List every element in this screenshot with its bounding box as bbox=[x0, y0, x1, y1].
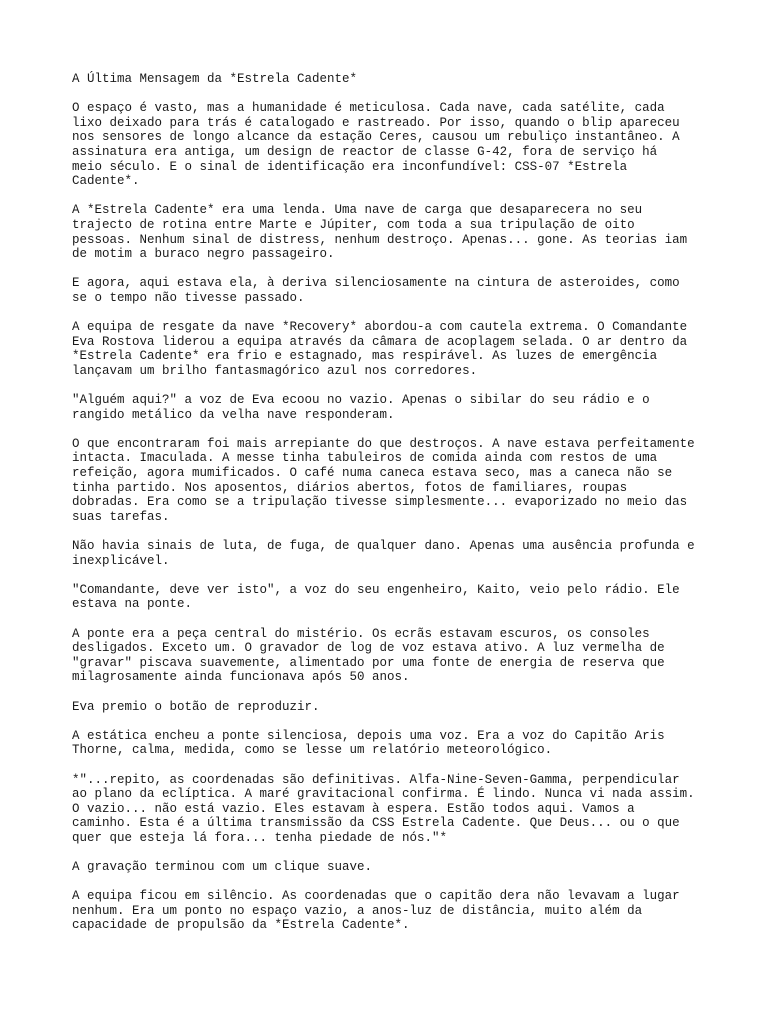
paragraph: A *Estrela Cadente* era uma lenda. Uma nave de carga que desaparecera no seu trajecto de rotina entre Marte e Júpiter, com toda a sua tripulação de oito pessoas. Nenhum sinal de distress, nenhum destroço. Apenas... gone. As teorias iam de motim a buraco negro passageiro. bbox=[72, 203, 688, 262]
paragraph: Eva premio o botão de reproduzir. bbox=[72, 699, 320, 714]
paragraph: O que encontraram foi mais arrepiante do que destroços. A nave estava perfeitamente intacta. Imaculada. A messe tinha tabuleiros de comida ainda com restos de uma refeição, agora mumificados. O café numa caneca estava seco, mas a caneca não se tinha partido. Nos aposentos, diários abertos, fotos de familiares, roupas dobradas. Era como se a tripulação tivesse simplesmente... evaporizado no meio das suas tarefas. bbox=[72, 436, 695, 524]
paragraph: "Comandante, deve ver isto", a voz do seu engenheiro, Kaito, veio pelo rádio. Ele estava na ponte. bbox=[72, 582, 680, 612]
document-page bbox=[72, 72, 712, 948]
paragraph: A ponte era a peça central do mistério. Os ecrãs estavam escuros, os consoles desligados. Exceto um. O gravador de log de voz estava ativo. A luz vermelha de "gravar" piscava suavemente, alimentado por uma fonte de energia de reserva que milagrosamente ainda funcionava após 50 anos. bbox=[72, 626, 665, 685]
paragraph: E agora, aqui estava ela, à deriva silenciosamente na cintura de asteroides, como se o tempo não tivesse passado. bbox=[72, 276, 680, 305]
paragraph: "Alguém aqui?" a voz de Eva ecoou no vazio. Apenas o sibilar do seu rádio e o rangido metálico da velha nave responderam. bbox=[72, 393, 650, 422]
paragraph: *"...repito, as coordenadas são definitivas. Alfa-Nine-Seven-Gamma, perpendicular ao plano da eclíptica. A maré gravitacional confirma. É lindo. Nunca vi nada assim. O vazio... não está vazio. Eles estavam à espera. Estão todos aqui. Vamos a caminho. Esta é a última transmissão da CSS Estrela Cadente. Que Deus... ou o que quer que esteja lá fora... tenha piedade de nós."* bbox=[72, 772, 695, 845]
paragraph: A equipa ficou em silêncio. As coordenadas que o capitão dera não levavam a lugar nenhum. Era um ponto no espaço vazio, a anos-luz de distância, muito além da capacidade de propulsão da *Estrela Cadente*. bbox=[72, 889, 680, 933]
paragraph: A gravação terminou com um clique suave. bbox=[72, 860, 373, 875]
document-title: A Última Mensagem da *Estrela Cadente* bbox=[72, 72, 358, 86]
paragraph: A estática encheu a ponte silenciosa, depois uma voz. Era a voz do Capitão Aris Thorne, calma, medida, como se lesse um relatório meteorológico. bbox=[72, 728, 665, 758]
paragraph: O espaço é vasto, mas a humanidade é meticulosa. Cada nave, cada satélite, cada lixo deixado para trás é catalogado e rastreado. Por isso, quando o blip apareceu nos sensores de longo alcance da estação Ceres, causou um rebuliço instantâneo. A assinatura era antiga, um design de reactor de classe G-42, fora de serviço há meio século. E o sinal de identificação era inconfundível: CSS-07 *Estrela Cadente*. bbox=[72, 101, 680, 189]
paragraph: Não havia sinais de luta, de fuga, de qualquer dano. Apenas uma ausência profunda e inexplicável. bbox=[72, 539, 695, 568]
paragraph: A equipa de resgate da nave *Recovery* abordou-a com cautela extrema. O Comandante Eva Rostova liderou a equipa através da câmara de acoplagem selada. O ar dentro da *Estrela Cadente* era frio e estagnado, mas respirável. As luzes de emergência lançavam um brilho fantasmagórico azul nos corredores. bbox=[72, 320, 688, 378]
